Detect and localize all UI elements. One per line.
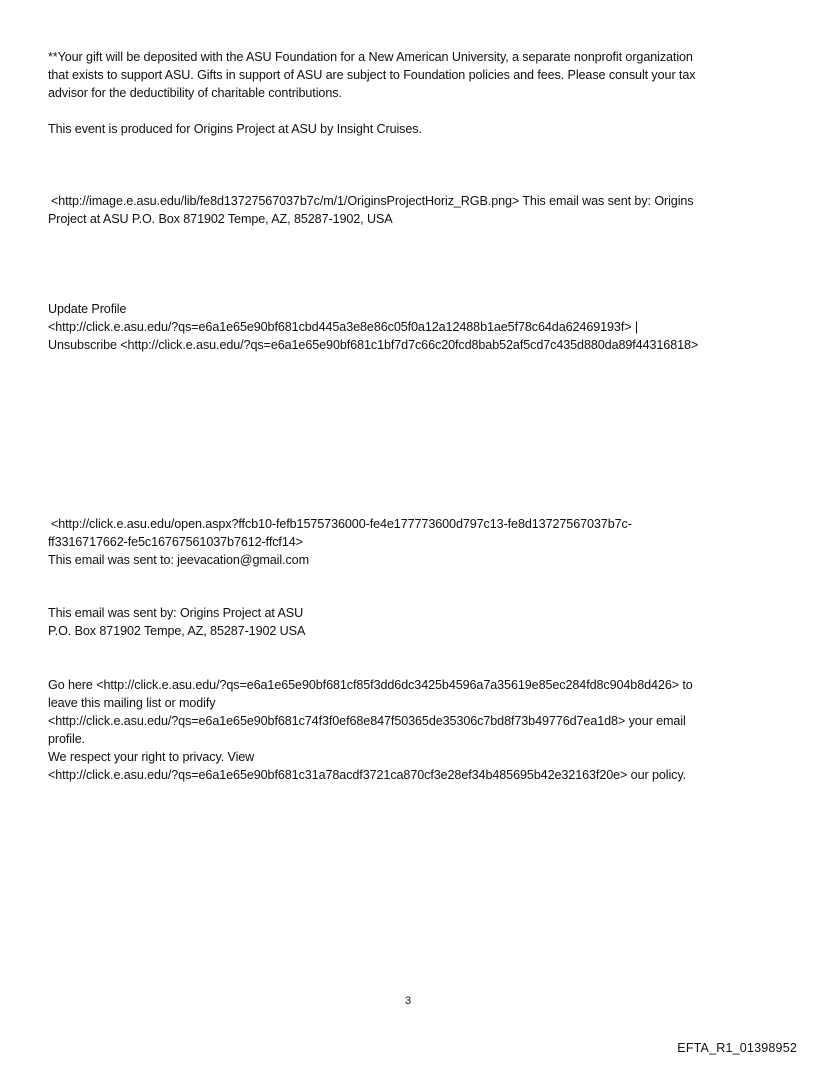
sent-by-address: P.O. Box 871902 Tempe, AZ, 85287-1902 USA [48,624,306,638]
producer-line: This event is produced for Origins Project at ASU by Insight Cruises. [48,122,422,136]
modify-profile-link-line[interactable]: <http://click.e.asu.edu/?qs=e6a1e65e90bf681c74f3f0ef68e847f50365de35306c7bd8f73b49776d7ea1d8> your email [48,714,686,728]
privacy-policy-link-line[interactable]: <http://click.e.asu.edu/?qs=e6a1e65e90bf681c31a78acdf3721ca870cf3e28ef34b485695b42e32163f20e> our policy. [48,768,687,782]
recipient-line: This email was sent to: jeevacation@gmail.com [48,553,309,567]
disclaimer-line-2: that exists to support ASU. Gifts in support of ASU are subject to Foundation policies and fees. Please consult your tax [48,68,696,82]
leave-list-link-line[interactable]: Go here <http://click.e.asu.edu/?qs=e6a1e65e90bf681cf85f3dd6dc3425b4596a7a35619e85ec284fd8c904b8d426> to [48,678,693,692]
update-profile-label[interactable]: Update Profile [48,302,127,316]
logo-sender-block [48,192,768,228]
open-tracker-url-line-1[interactable]: <http://click.e.asu.edu/open.aspx?ffcb10-fefb1575736000-fe4e177773600d797c13-fe8d13727567037b7c- [51,517,632,531]
profile-text: profile. [48,732,85,746]
disclaimer-line-3: advisor for the deductibility of charitable contributions. [48,86,342,100]
foundation-disclaimer [48,48,768,102]
update-profile-url[interactable]: <http://click.e.asu.edu/?qs=e6a1e65e90bf681cbd445a3e8e86c05f0a12a12488b1ae5f78c64da62469193f> | [48,320,639,334]
footer-links-block [48,676,768,784]
page-number: 3 [404,995,412,1007]
sent-by-line: This email was sent by: Origins Project at ASU [48,606,304,620]
open-tracker-block [48,515,768,569]
privacy-text: We respect your right to privacy. View [48,750,255,764]
open-tracker-url-line-2[interactable]: ff3316717662-fe5c16767561037b7612-ffcf14> [48,535,303,549]
disclaimer-line-1: **Your gift will be deposited with the ASU Foundation for a New American University, a separate nonprofit organization [48,50,693,64]
logo-url-line[interactable]: <http://image.e.asu.edu/lib/fe8d13727567037b7c/m/1/OriginsProjectHoriz_RGB.png> This email was sent by: Origins [51,194,694,208]
document-id: EFTA_R1_01398952 [677,1041,797,1055]
leave-list-text: leave this mailing list or modify [48,696,216,710]
sender-address-line: Project at ASU P.O. Box 871902 Tempe, AZ, 85287-1902, USA [48,212,393,226]
profile-links-block [48,300,768,354]
sent-by-block [48,604,768,640]
producer-note [48,120,768,138]
unsubscribe-link[interactable]: Unsubscribe <http://click.e.asu.edu/?qs=e6a1e65e90bf681c1bf7d7c66c20fcd8bab52af5cd7c435d880da89f44316818> [48,338,699,352]
